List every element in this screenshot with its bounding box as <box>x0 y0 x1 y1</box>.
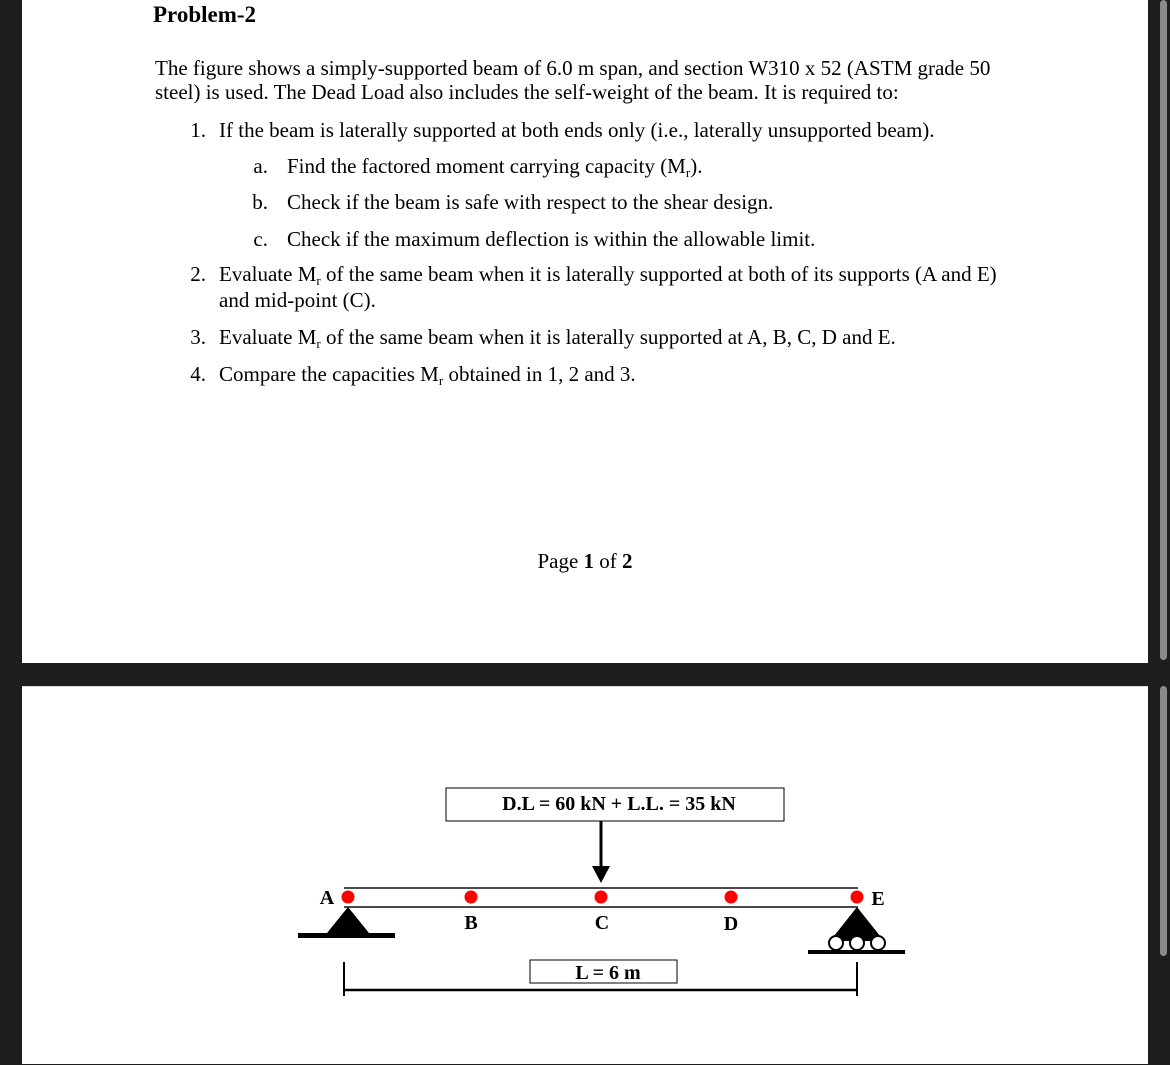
question-4-text: Compare the capacities $M_r$ obtained in 1, 2 and 3. <box>219 362 636 388</box>
document-page-1 <box>22 0 1148 663</box>
beam-diagram <box>22 687 1148 1065</box>
point-label-b: B <box>464 912 478 934</box>
point-label-d: D <box>723 913 739 935</box>
marker-c <box>595 891 608 904</box>
load-arrow-head <box>592 866 610 883</box>
intro-line-2: steel) is used. The Dead Load also includes the self-weight of the beam. It is required to: <box>155 80 899 104</box>
question-4-number: 4. <box>190 362 206 386</box>
ground-line-a <box>298 933 395 938</box>
page-number: Page 1 of 2 <box>537 549 633 573</box>
question-3-number: 3. <box>190 325 206 349</box>
ground-line-e <box>808 950 905 954</box>
point-label-c: C <box>594 912 610 934</box>
intro-line-1: The figure shows a simply-supported beam of 6.0 m span, and section W310 x 52 (ASTM grade 50 <box>155 56 991 80</box>
question-2-number: 2. <box>190 262 206 286</box>
subquestion-a-text: Find the factored moment carrying capacity $(M_r)$. <box>287 154 703 180</box>
subquestion-a-letter: a. <box>253 154 268 178</box>
marker-e <box>851 891 864 904</box>
pin-support-a <box>327 907 369 933</box>
marker-b <box>465 891 478 904</box>
problem-intro <box>155 56 1075 104</box>
load-label: D.L = 60 kN + L.L. = 35 kN <box>502 793 736 815</box>
span-label: L = 6 m <box>575 962 641 984</box>
question-3-text: Evaluate $M_r$ of the same beam when it is laterally supported at A, B, C, D and E. <box>219 325 896 351</box>
roller-wheel-right <box>871 936 885 950</box>
point-label-e: E <box>871 888 885 910</box>
marker-d <box>725 891 738 904</box>
subquestion-b-letter: b. <box>252 190 268 214</box>
subquestion-c-letter: c. <box>253 227 268 251</box>
question-1-text: If the beam is laterally supported at both ends only (i.e., laterally unsupported beam). <box>219 118 935 142</box>
roller-wheel-middle <box>850 936 864 950</box>
document-page-2 <box>22 686 1148 1064</box>
point-label-a: A <box>319 887 335 909</box>
scrollbar-thumb[interactable] <box>1160 686 1167 956</box>
question-2-line-2: and mid-point (C). <box>219 288 376 312</box>
problem-title: Problem-2 <box>153 2 257 27</box>
question-1-number: 1. <box>190 118 206 142</box>
question-2-line-1: Evaluate $M_r$ of the same beam when it is laterally supported at both of its supports (A and E) <box>219 262 997 288</box>
scrollbar-track-upper[interactable] <box>1160 0 1167 660</box>
roller-wheel-left <box>829 936 843 950</box>
subquestion-b-text: Check if the beam is safe with respect to the shear design. <box>287 190 774 214</box>
subquestion-c-text: Check if the maximum deflection is within the allowable limit. <box>287 227 816 251</box>
marker-a <box>342 891 355 904</box>
